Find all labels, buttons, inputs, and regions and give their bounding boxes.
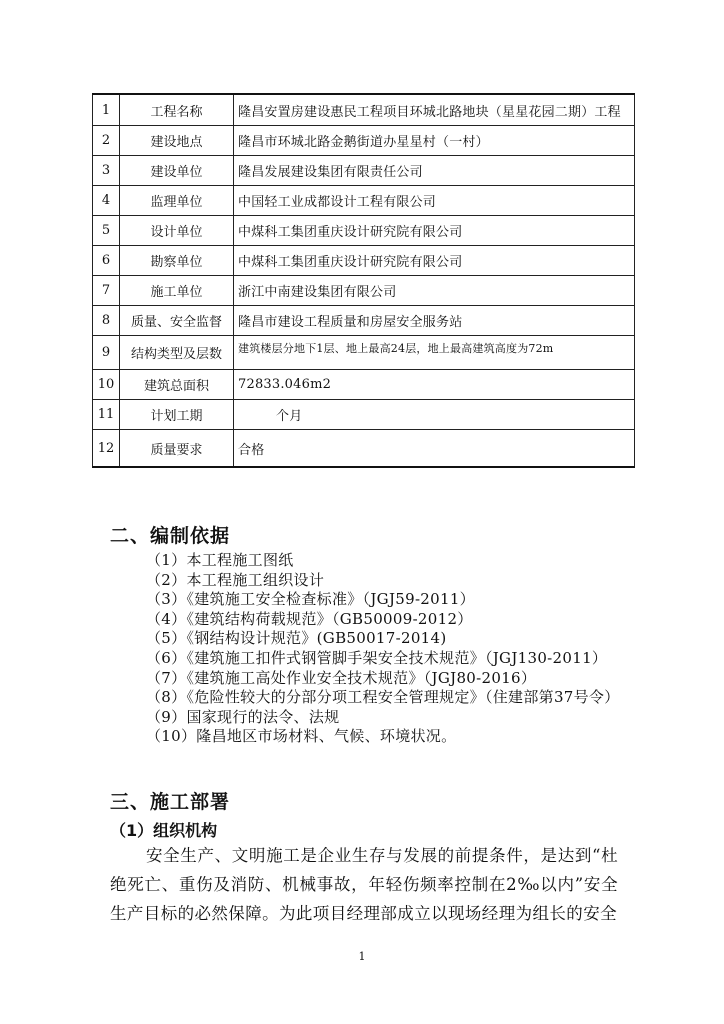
list-item: （2）本工程施工组织设计 bbox=[146, 570, 325, 589]
row-number-cell: 10 bbox=[93, 370, 120, 400]
list-item: （5）《钢结构设计规范》(GB50017-2014) bbox=[146, 629, 447, 648]
row-value-cell: 合格 bbox=[234, 430, 635, 468]
table-row bbox=[93, 246, 635, 276]
organization-paragraph: 安全生产、文明施工是企业生存与发展的前提条件，是达到“杜绝死亡、重伤及消防、机械事故，年轻伤频率控制在2‰以内”安全生产目标的必然保障。为此项目经理部成立以现场经理为组长的安全 bbox=[110, 846, 618, 923]
subsection-heading-organization: （1）组织机构 bbox=[110, 821, 218, 840]
table-row bbox=[93, 94, 635, 126]
table-row bbox=[93, 336, 635, 370]
row-label-cell: 质量、安全监督 bbox=[120, 306, 234, 336]
row-number-cell: 2 bbox=[93, 126, 120, 156]
table-row bbox=[93, 126, 635, 156]
list-item: （6）《建筑施工扣件式钢管脚手架安全技术规范》（JGJ130-2011） bbox=[146, 648, 608, 667]
table-row bbox=[93, 400, 635, 430]
row-value-cell: 中国轻工业成都设计工程有限公司 bbox=[234, 186, 635, 216]
row-number-cell: 9 bbox=[93, 336, 120, 370]
row-label-cell: 设计单位 bbox=[120, 216, 234, 246]
row-value-cell: 隆昌市建设工程质量和房屋安全服务站 bbox=[234, 306, 635, 336]
row-label-cell: 质量要求 bbox=[120, 430, 234, 468]
section-heading-basis: 二、编制依据 bbox=[110, 525, 231, 547]
list-item: （1）本工程施工图纸 bbox=[146, 551, 294, 569]
row-number-cell: 1 bbox=[93, 94, 120, 126]
row-number-cell: 11 bbox=[93, 400, 120, 430]
row-value-cell: 中煤科工集团重庆设计研究院有限公司 bbox=[234, 216, 635, 246]
row-label-cell: 建筑总面积 bbox=[120, 370, 234, 400]
row-label-cell: 结构类型及层数 bbox=[120, 336, 234, 370]
table-row bbox=[93, 216, 635, 246]
list-item: （3）《建筑施工安全检查标准》（JGJ59-2011） bbox=[146, 590, 475, 609]
row-number-cell: 6 bbox=[93, 246, 120, 276]
row-number-cell: 8 bbox=[93, 306, 120, 336]
row-value-cell: 中煤科工集团重庆设计研究院有限公司 bbox=[234, 246, 635, 276]
row-label-cell: 建设单位 bbox=[120, 156, 234, 186]
row-value-cell: 隆昌发展建设集团有限责任公司 bbox=[234, 156, 635, 186]
row-value-cell: 隆昌市环城北路金鹅街道办星星村（一村） bbox=[234, 126, 635, 156]
list-item: （8）《危险性较大的分部分项工程安全管理规定》（住建部第37号令） bbox=[146, 688, 620, 707]
table-row bbox=[93, 370, 635, 400]
basis-list bbox=[110, 551, 620, 747]
row-label-cell: 工程名称 bbox=[120, 94, 234, 126]
row-value-cell: 隆昌安置房建设惠民工程项目环城北路地块（星星花园二期）工程 bbox=[234, 94, 635, 126]
table-row bbox=[93, 306, 635, 336]
table-row bbox=[93, 430, 635, 468]
row-number-cell: 5 bbox=[93, 216, 120, 246]
row-value-cell: 个月 bbox=[234, 400, 635, 430]
row-label-cell: 施工单位 bbox=[120, 276, 234, 306]
project-info-table-body bbox=[93, 94, 635, 467]
row-label-cell: 勘察单位 bbox=[120, 246, 234, 276]
row-label-cell: 计划工期 bbox=[120, 400, 234, 430]
row-value-cell: 72833.046m2 bbox=[234, 370, 635, 400]
list-item: （9）国家现行的法令、法规 bbox=[146, 707, 340, 726]
project-info-table bbox=[92, 93, 635, 468]
list-item: （4）《建筑结构荷载规范》（GB50009-2012） bbox=[146, 609, 473, 628]
list-item: （7）《建筑施工高处作业安全技术规范》（JGJ80-2016） bbox=[146, 668, 537, 687]
row-label-cell: 建设地点 bbox=[120, 126, 234, 156]
row-value-cell: 浙江中南建设集团有限公司 bbox=[234, 276, 635, 306]
table-row bbox=[93, 186, 635, 216]
row-number-cell: 4 bbox=[93, 186, 120, 216]
section-heading-deployment: 三、施工部署 bbox=[110, 791, 231, 813]
row-number-cell: 3 bbox=[93, 156, 120, 186]
row-label-cell: 监理单位 bbox=[120, 186, 234, 216]
row-number-cell: 12 bbox=[93, 430, 120, 468]
list-item: （10）隆昌地区市场材料、气候、环境状况。 bbox=[146, 727, 457, 746]
page-number: 1 bbox=[358, 950, 366, 963]
row-value-cell: 建筑楼层分地下1层、地上最高24层，地上最高建筑高度为72m bbox=[234, 336, 635, 370]
table-row bbox=[93, 156, 635, 186]
row-number-cell: 7 bbox=[93, 276, 120, 306]
table-row bbox=[93, 276, 635, 306]
